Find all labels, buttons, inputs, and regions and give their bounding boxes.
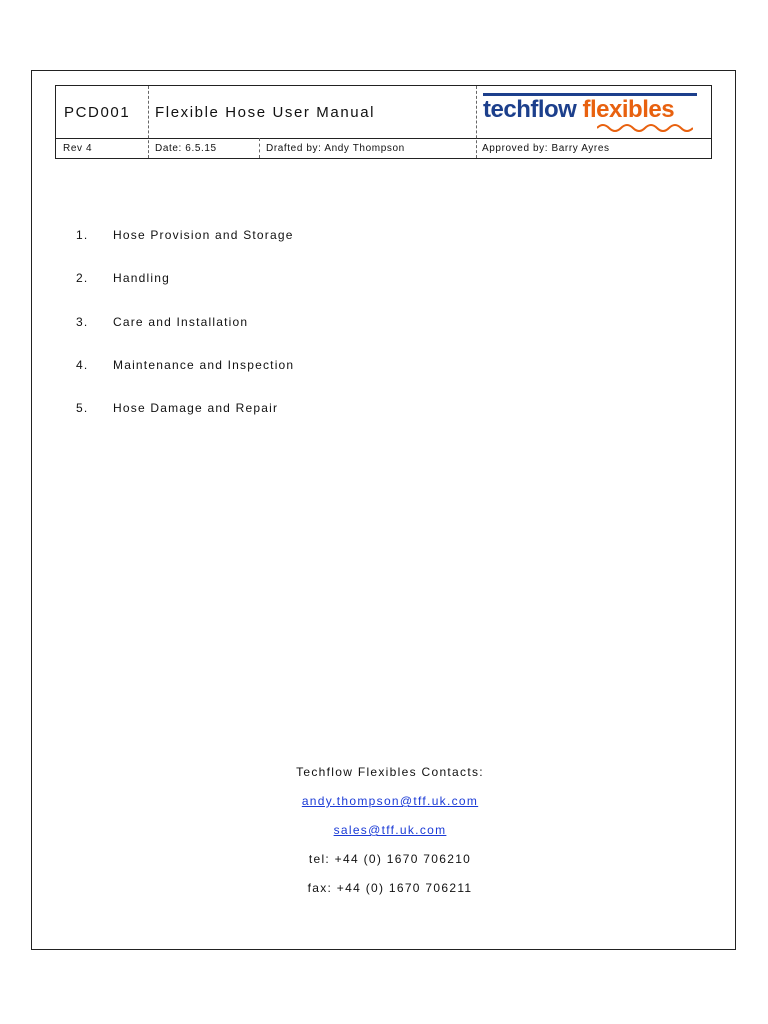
toc-item-number: 2. bbox=[76, 271, 89, 286]
email-link-andy[interactable]: andy.thompson@tff.uk.com bbox=[301, 794, 479, 808]
logo-wave-icon bbox=[597, 122, 693, 132]
email-link-sales[interactable]: sales@tff.uk.com bbox=[333, 823, 447, 837]
toc-item-label: Handling bbox=[113, 271, 170, 286]
date-label: Date: 6.5.15 bbox=[155, 143, 217, 154]
company-logo bbox=[477, 87, 711, 137]
drafted-by-label: Drafted by: Andy Thompson bbox=[266, 143, 405, 154]
toc-item-label: Hose Damage and Repair bbox=[113, 401, 279, 416]
document-code: PCD001 bbox=[64, 103, 131, 121]
toc-item-number: 1. bbox=[76, 228, 89, 242]
telephone-number: tel: +44 (0) 1670 706210 bbox=[308, 852, 472, 866]
document-title: Flexible Hose User Manual bbox=[155, 103, 376, 121]
revision-label: Rev 4 bbox=[63, 143, 93, 154]
contacts-section bbox=[240, 760, 540, 905]
logo-word-techflow: techflow bbox=[483, 95, 577, 123]
logo-word-flexibles: flexibles bbox=[582, 95, 675, 123]
toc-item bbox=[76, 228, 294, 271]
document-header-table bbox=[55, 85, 712, 159]
toc-item bbox=[76, 315, 294, 358]
toc-item-number: 5. bbox=[76, 401, 89, 416]
contacts-heading: Techflow Flexibles Contacts: bbox=[296, 765, 484, 779]
toc-item bbox=[76, 271, 294, 314]
toc-item bbox=[76, 401, 294, 444]
approved-by-label: Approved by: Barry Ayres bbox=[482, 143, 610, 154]
toc-item-label: Care and Installation bbox=[113, 314, 249, 329]
toc-item-number: 4. bbox=[76, 357, 89, 372]
header-column-divider bbox=[148, 86, 149, 158]
header-column-divider bbox=[259, 138, 260, 158]
toc-item-label: Maintenance and Inspection bbox=[113, 357, 295, 372]
toc-item bbox=[76, 358, 294, 401]
fax-number: fax: +44 (0) 1670 706211 bbox=[307, 881, 473, 895]
table-of-contents bbox=[76, 228, 294, 444]
toc-item-number: 3. bbox=[76, 314, 89, 329]
toc-item-label: Hose Provision and Storage bbox=[113, 228, 294, 242]
